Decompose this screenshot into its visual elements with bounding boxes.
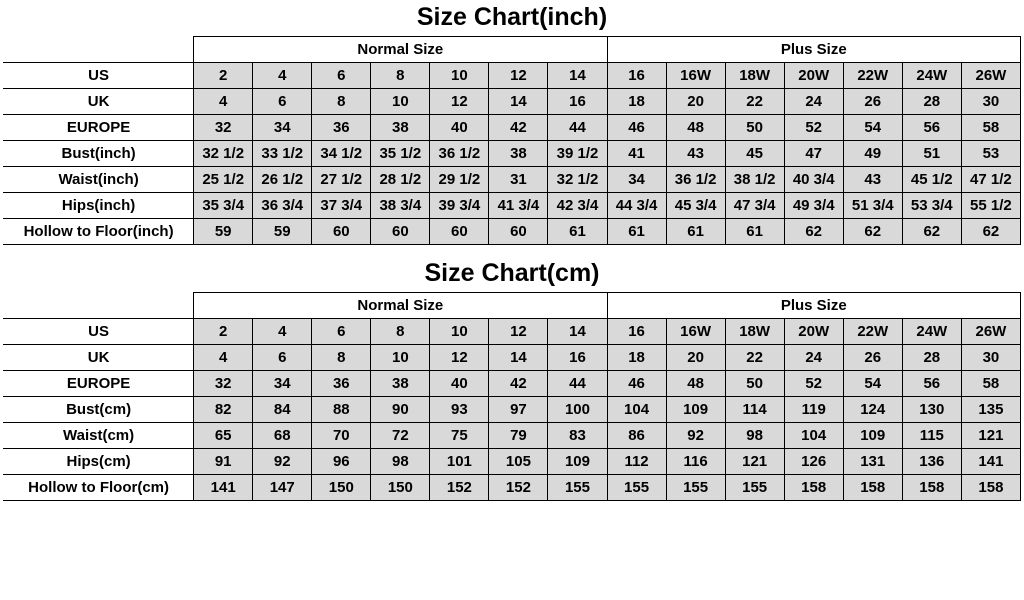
table-cell: 47 3/4	[725, 193, 784, 219]
table-row	[4, 397, 1021, 423]
table-cell: 48	[666, 371, 725, 397]
table-cell: 28	[902, 89, 961, 115]
table-cell: 8	[371, 319, 430, 345]
table-row	[4, 219, 1021, 245]
table-cell: 62	[784, 219, 843, 245]
table-cell: 22	[725, 89, 784, 115]
table-cell: 8	[312, 345, 371, 371]
table-cell: 158	[902, 475, 961, 501]
table-row	[4, 475, 1021, 501]
table-cell: 82	[194, 397, 253, 423]
table-cell: 26	[843, 345, 902, 371]
table-cell: 31	[489, 167, 548, 193]
table-cell: 46	[607, 115, 666, 141]
table-cell: 88	[312, 397, 371, 423]
table-cell: 4	[194, 345, 253, 371]
row-label: UK	[4, 89, 194, 115]
table-cell: 59	[194, 219, 253, 245]
table-cell: 41 3/4	[489, 193, 548, 219]
table-cell: 58	[961, 115, 1020, 141]
group-header-normal-size: Normal Size	[194, 37, 607, 63]
table-cell: 60	[312, 219, 371, 245]
table-cell: 155	[548, 475, 607, 501]
table-cell: 141	[194, 475, 253, 501]
table-cell: 18W	[725, 63, 784, 89]
table-cell: 135	[961, 397, 1020, 423]
table-cell: 30	[961, 89, 1020, 115]
table-cell: 52	[784, 371, 843, 397]
table-cell: 32 1/2	[548, 167, 607, 193]
table-cell: 10	[371, 89, 430, 115]
table-row	[4, 115, 1021, 141]
table-cell: 36 1/2	[666, 167, 725, 193]
row-label: Waist(inch)	[4, 167, 194, 193]
row-label: Bust(cm)	[4, 397, 194, 423]
table-cell: 2	[194, 319, 253, 345]
table-cell: 45 1/2	[902, 167, 961, 193]
table-cell: 35 1/2	[371, 141, 430, 167]
table-cell: 98	[371, 449, 430, 475]
table-cell: 46	[607, 371, 666, 397]
table-cell: 48	[666, 115, 725, 141]
table-cell: 79	[489, 423, 548, 449]
table-cell: 38	[371, 371, 430, 397]
size-table-inch	[3, 36, 1021, 245]
table-cell: 10	[430, 63, 489, 89]
table-cell: 34	[253, 371, 312, 397]
table-cell: 41	[607, 141, 666, 167]
table-cell: 60	[489, 219, 548, 245]
table-cell: 158	[784, 475, 843, 501]
table-cell: 39 3/4	[430, 193, 489, 219]
table-cell: 115	[902, 423, 961, 449]
table-row	[4, 319, 1021, 345]
table-cell: 50	[725, 115, 784, 141]
table-cell: 20	[666, 345, 725, 371]
table-cell: 40	[430, 371, 489, 397]
table-cell: 16	[607, 319, 666, 345]
table-cell: 22W	[843, 319, 902, 345]
table-cell: 36 3/4	[253, 193, 312, 219]
table-cell: 28	[902, 345, 961, 371]
table-cell: 116	[666, 449, 725, 475]
row-label: Waist(cm)	[4, 423, 194, 449]
table-cell: 104	[607, 397, 666, 423]
table-cell: 29 1/2	[430, 167, 489, 193]
table-cell: 24W	[902, 63, 961, 89]
table-cell: 121	[725, 449, 784, 475]
table-cell: 10	[430, 319, 489, 345]
table-cell: 6	[312, 319, 371, 345]
table-cell: 147	[253, 475, 312, 501]
table-cell: 10	[371, 345, 430, 371]
table-cell: 24	[784, 89, 843, 115]
table-cell: 121	[961, 423, 1020, 449]
table-cell: 44	[548, 371, 607, 397]
table-cell: 25 1/2	[194, 167, 253, 193]
table-cell: 12	[430, 89, 489, 115]
table-cell: 26 1/2	[253, 167, 312, 193]
table-cell: 97	[489, 397, 548, 423]
table-cell: 91	[194, 449, 253, 475]
table-cell: 26W	[961, 319, 1020, 345]
table-cell: 55 1/2	[961, 193, 1020, 219]
table-cell: 38	[371, 115, 430, 141]
table-cell: 37 3/4	[312, 193, 371, 219]
table-cell: 39 1/2	[548, 141, 607, 167]
row-label: US	[4, 319, 194, 345]
table-cell: 54	[843, 115, 902, 141]
table-cell: 49	[843, 141, 902, 167]
table-cell: 60	[430, 219, 489, 245]
table-cell: 43	[843, 167, 902, 193]
table-row	[4, 423, 1021, 449]
table-cell: 36	[312, 115, 371, 141]
table-cell: 44 3/4	[607, 193, 666, 219]
table-cell: 33 1/2	[253, 141, 312, 167]
table-cell: 155	[666, 475, 725, 501]
table-cell: 20W	[784, 63, 843, 89]
table-cell: 109	[666, 397, 725, 423]
table-cell: 45 3/4	[666, 193, 725, 219]
table-cell: 50	[725, 371, 784, 397]
table-cell: 38 3/4	[371, 193, 430, 219]
table-cell: 34 1/2	[312, 141, 371, 167]
table-cell: 61	[725, 219, 784, 245]
size-chart-cm-block	[0, 256, 1024, 501]
table-cell: 104	[784, 423, 843, 449]
table-cell: 42 3/4	[548, 193, 607, 219]
table-cell: 158	[961, 475, 1020, 501]
table-cell: 45	[725, 141, 784, 167]
table-cell: 2	[194, 63, 253, 89]
table-cell: 119	[784, 397, 843, 423]
table-row	[4, 345, 1021, 371]
table-cell: 6	[312, 63, 371, 89]
table-cell: 141	[961, 449, 1020, 475]
table-cell: 18	[607, 89, 666, 115]
table-cell: 32 1/2	[194, 141, 253, 167]
table-cell: 4	[253, 319, 312, 345]
table-cell: 84	[253, 397, 312, 423]
table-cell: 22	[725, 345, 784, 371]
table-header-row	[4, 293, 1021, 319]
table-cell: 83	[548, 423, 607, 449]
table-cell: 109	[843, 423, 902, 449]
table-cell: 16	[548, 345, 607, 371]
table-cell: 20W	[784, 319, 843, 345]
table-cell: 109	[548, 449, 607, 475]
row-label: Hips(cm)	[4, 449, 194, 475]
table-cell: 44	[548, 115, 607, 141]
row-label: Hollow to Floor(cm)	[4, 475, 194, 501]
table-row	[4, 193, 1021, 219]
table-cell: 70	[312, 423, 371, 449]
table-cell: 93	[430, 397, 489, 423]
table-cell: 100	[548, 397, 607, 423]
table-cell: 24W	[902, 319, 961, 345]
table-cell: 96	[312, 449, 371, 475]
table-cell: 65	[194, 423, 253, 449]
row-label: Hollow to Floor(inch)	[4, 219, 194, 245]
table-cell: 28 1/2	[371, 167, 430, 193]
table-cell: 43	[666, 141, 725, 167]
table-cell: 112	[607, 449, 666, 475]
table-cell: 12	[489, 319, 548, 345]
table-cell: 62	[902, 219, 961, 245]
table-cell: 36 1/2	[430, 141, 489, 167]
size-chart-inch-block	[0, 0, 1024, 245]
table-row	[4, 167, 1021, 193]
table-cell: 4	[253, 63, 312, 89]
table-cell: 49 3/4	[784, 193, 843, 219]
table-cell: 24	[784, 345, 843, 371]
table-cell: 53	[961, 141, 1020, 167]
page-title-cm: Size Chart(cm)	[424, 259, 600, 287]
table-header-row	[4, 37, 1021, 63]
page-title-inch: Size Chart(inch)	[416, 3, 608, 31]
table-cell: 35 3/4	[194, 193, 253, 219]
table-cell: 42	[489, 115, 548, 141]
table-cell: 32	[194, 371, 253, 397]
table-cell: 36	[312, 371, 371, 397]
table-cell: 8	[312, 89, 371, 115]
table-cell: 56	[902, 115, 961, 141]
table-cell: 8	[371, 63, 430, 89]
table-cell: 86	[607, 423, 666, 449]
group-header-plus-size: Plus Size	[607, 293, 1020, 319]
table-cell: 58	[961, 371, 1020, 397]
table-cell: 158	[843, 475, 902, 501]
table-cell: 62	[843, 219, 902, 245]
table-cell: 52	[784, 115, 843, 141]
table-cell: 4	[194, 89, 253, 115]
table-cell: 40	[430, 115, 489, 141]
table-cell: 27 1/2	[312, 167, 371, 193]
table-cell: 12	[430, 345, 489, 371]
table-cell: 26	[843, 89, 902, 115]
table-cell: 16W	[666, 63, 725, 89]
table-cell: 16W	[666, 319, 725, 345]
table-cell: 75	[430, 423, 489, 449]
table-cell: 105	[489, 449, 548, 475]
group-header-normal-size: Normal Size	[194, 293, 607, 319]
table-cell: 61	[607, 219, 666, 245]
row-label: EUROPE	[4, 115, 194, 141]
table-cell: 61	[548, 219, 607, 245]
table-cell: 20	[666, 89, 725, 115]
table-cell: 131	[843, 449, 902, 475]
table-cell: 60	[371, 219, 430, 245]
table-cell: 42	[489, 371, 548, 397]
table-cell: 34	[607, 167, 666, 193]
table-cell: 150	[371, 475, 430, 501]
table-cell: 53 3/4	[902, 193, 961, 219]
table-cell: 32	[194, 115, 253, 141]
table-row	[4, 63, 1021, 89]
table-cell: 92	[253, 449, 312, 475]
table-cell: 16	[607, 63, 666, 89]
table-row	[4, 141, 1021, 167]
table-cell: 152	[489, 475, 548, 501]
row-label: Bust(inch)	[4, 141, 194, 167]
table-cell: 126	[784, 449, 843, 475]
table-cell: 61	[666, 219, 725, 245]
table-cell: 51 3/4	[843, 193, 902, 219]
table-cell: 6	[253, 345, 312, 371]
table-cell: 14	[489, 345, 548, 371]
table-cell: 98	[725, 423, 784, 449]
table-cell: 155	[725, 475, 784, 501]
table-cell: 92	[666, 423, 725, 449]
table-cell: 114	[725, 397, 784, 423]
corner-cell	[4, 37, 194, 63]
table-cell: 14	[548, 319, 607, 345]
table-cell: 22W	[843, 63, 902, 89]
size-table-cm	[3, 292, 1021, 501]
table-cell: 30	[961, 345, 1020, 371]
table-cell: 59	[253, 219, 312, 245]
table-cell: 68	[253, 423, 312, 449]
table-cell: 152	[430, 475, 489, 501]
table-cell: 54	[843, 371, 902, 397]
table-cell: 124	[843, 397, 902, 423]
table-cell: 47	[784, 141, 843, 167]
table-cell: 18W	[725, 319, 784, 345]
table-row	[4, 371, 1021, 397]
table-cell: 38 1/2	[725, 167, 784, 193]
table-cell: 26W	[961, 63, 1020, 89]
table-cell: 136	[902, 449, 961, 475]
corner-cell	[4, 293, 194, 319]
row-label: UK	[4, 345, 194, 371]
table-cell: 90	[371, 397, 430, 423]
table-cell: 51	[902, 141, 961, 167]
table-row	[4, 89, 1021, 115]
table-cell: 16	[548, 89, 607, 115]
row-label: Hips(inch)	[4, 193, 194, 219]
row-label: US	[4, 63, 194, 89]
table-cell: 101	[430, 449, 489, 475]
table-row	[4, 449, 1021, 475]
chart-divider	[0, 245, 1024, 256]
table-cell: 14	[489, 89, 548, 115]
table-cell: 150	[312, 475, 371, 501]
table-cell: 6	[253, 89, 312, 115]
table-cell: 155	[607, 475, 666, 501]
table-cell: 62	[961, 219, 1020, 245]
table-cell: 56	[902, 371, 961, 397]
table-cell: 34	[253, 115, 312, 141]
row-label: EUROPE	[4, 371, 194, 397]
table-cell: 130	[902, 397, 961, 423]
group-header-plus-size: Plus Size	[607, 37, 1020, 63]
table-cell: 14	[548, 63, 607, 89]
table-cell: 72	[371, 423, 430, 449]
table-cell: 12	[489, 63, 548, 89]
table-cell: 47 1/2	[961, 167, 1020, 193]
table-cell: 18	[607, 345, 666, 371]
table-cell: 38	[489, 141, 548, 167]
table-cell: 40 3/4	[784, 167, 843, 193]
